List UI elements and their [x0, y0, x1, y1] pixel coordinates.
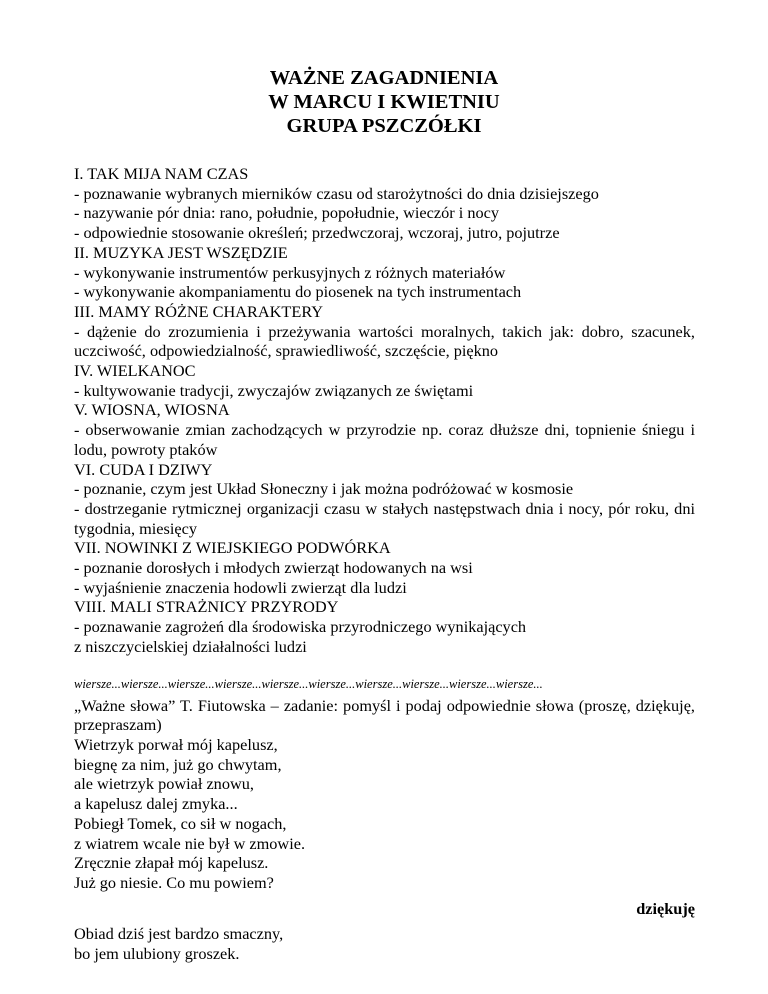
poem-line: ale wietrzyk powiał znowu, — [74, 774, 254, 794]
page-title — [0, 66, 768, 138]
topic-item: - poznawanie zagrożeń dla środowiska przyrodniczego wynikających — [74, 617, 527, 637]
poem-line: Już go niesie. Co mu powiem? — [74, 872, 274, 892]
topic-item: z niszczycielskiej działalności ludzi — [74, 636, 307, 656]
topic-item: - poznawanie wybranych mierników czasu od starożytności do dnia dzisiejszego — [74, 183, 599, 203]
poem-line: z wiatrem wcale nie był w zmowie. — [74, 833, 306, 853]
poem-answer: dziękuję — [636, 898, 695, 918]
document-body — [74, 164, 695, 964]
poems-divider: wiersze...wiersze...wiersze...wiersze...wiersze...wiersze...wiersze...wiersze...wiersze...wiersze... — [74, 676, 543, 691]
topic-item: - kultywowanie tradycji, zwyczajów związanych ze świętami — [74, 380, 474, 400]
topic-heading: VII. NOWINKI Z WIEJSKIEGO PODWÓRKA — [74, 538, 391, 558]
poem-line: Obiad dziś jest bardzo smaczny, — [74, 924, 284, 944]
topic-heading: VI. CUDA I DZIWY — [74, 459, 213, 479]
poem-line: Wietrzyk porwał mój kapelusz, — [74, 734, 278, 754]
topic-item: - dostrzeganie rytmicznej organizacji czasu w stałych następstwach dnia i nocy, pór roku, dni tygodnia, miesięcy — [74, 498, 695, 538]
poem-intro: „Ważne słowa” T. Fiutowska – zadanie: pomyśl i podaj odpowiednie słowa (proszę, dziękuję, przepraszam) — [74, 695, 695, 735]
topic-item: - wykonywanie akompaniamentu do piosenek na tych instrumentach — [74, 282, 522, 302]
poem-line: Zręcznie złapał mój kapelusz. — [74, 853, 269, 873]
poem-line: biegnę za nim, już go chwytam, — [74, 754, 282, 774]
topic-heading: I. TAK MIJA NAM CZAS — [74, 164, 249, 183]
poem-line: a kapelusz dalej zmyka... — [74, 794, 238, 814]
topic-heading: V. WIOSNA, WIOSNA — [74, 400, 230, 420]
topic-item: - obserwowanie zmian zachodzących w przyrodzie np. coraz dłuższe dni, topnienie śniegu i lodu, powroty ptaków — [74, 420, 695, 459]
topic-heading: IV. WIELKANOC — [74, 361, 196, 381]
topic-item: - odpowiednie stosowanie określeń; przedwczoraj, wczoraj, jutro, pojutrze — [74, 223, 560, 243]
poem-line: Pobiegł Tomek, co sił w nogach, — [74, 813, 287, 833]
poem-line: bo jem ulubiony groszek. — [74, 944, 240, 964]
topic-heading: II. MUZYKA JEST WSZĘDZIE — [74, 242, 288, 262]
title-line-1: WAŻNE ZAGADNIENIA — [269, 67, 499, 89]
topic-item: - wyjaśnienie znaczenia hodowli zwierząt dla ludzi — [74, 577, 407, 597]
topic-item: - poznanie, czym jest Układ Słoneczny i jak można podróżować w kosmosie — [74, 479, 574, 499]
topic-item: - poznanie dorosłych i młodych zwierząt hodowanych na wsi — [74, 558, 473, 578]
title-line-3: GRUPA PSZCZÓŁKI — [286, 115, 482, 137]
topic-item: - dążenie do zrozumienia i przeżywania wartości moralnych, takich jak: dobro, szacunek, uczciwość, odpowiedzialność, sprawiedliwość, szczęście, piękno — [74, 321, 695, 361]
topic-heading: VIII. MALI STRAŻNICY PRZYRODY — [74, 597, 339, 617]
topic-item: - nazywanie pór dnia: rano, południe, popołudnie, wieczór i nocy — [74, 203, 499, 223]
title-line-2: W MARCU I KWIETNIU — [268, 91, 500, 113]
topic-item: - wykonywanie instrumentów perkusyjnych z różnych materiałów — [74, 262, 506, 282]
topic-heading: III. MAMY RÓŻNE CHARAKTERY — [74, 301, 324, 321]
